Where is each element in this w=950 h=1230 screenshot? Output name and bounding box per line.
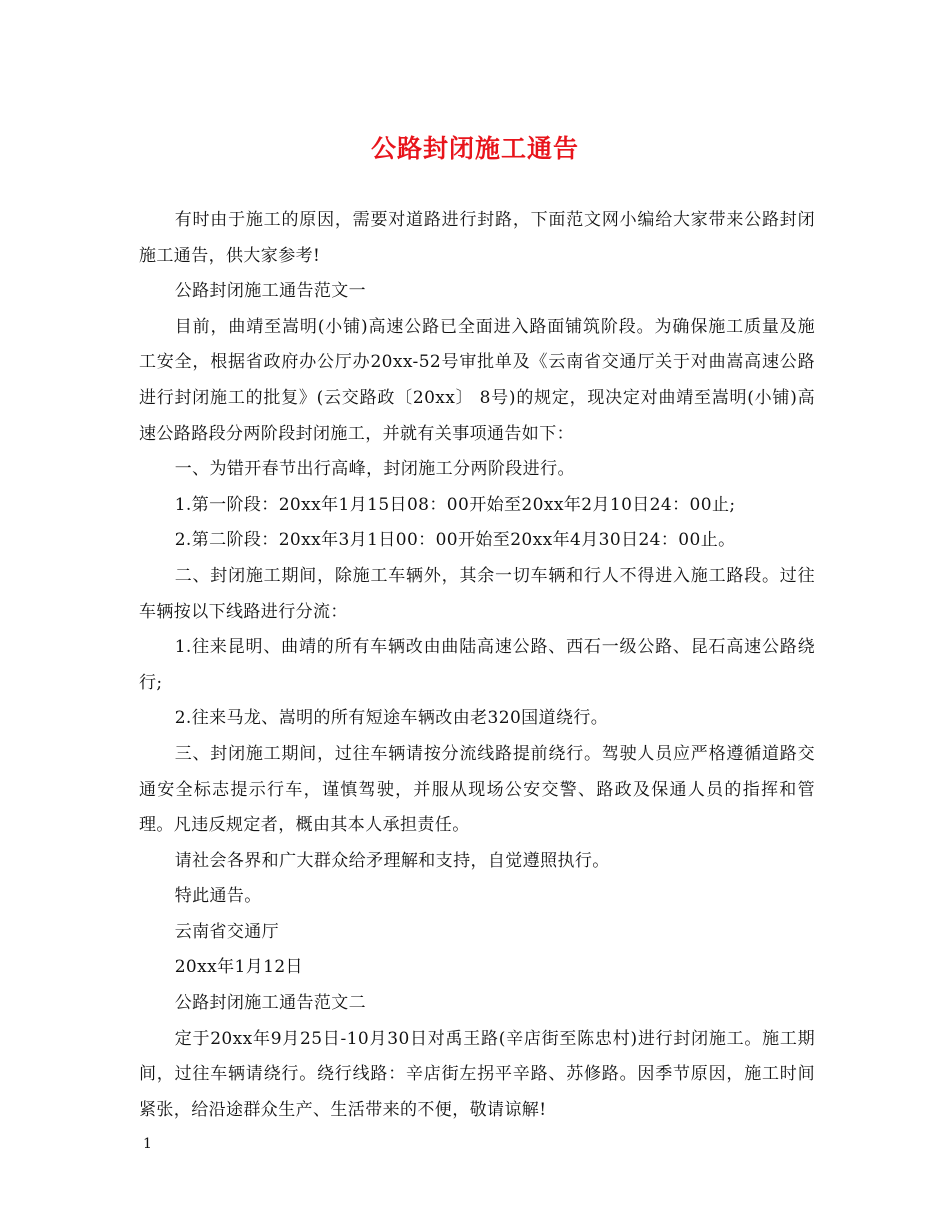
paragraph: 1.第一阶段：20xx年1月15日08：00开始至20xx年2月10日24：00止; xyxy=(174,494,736,515)
document-title: 公路封闭施工通告 xyxy=(370,134,579,163)
paragraph: 二、封闭施工期间，除施工车辆外，其余一切车辆和行人不得进入施工路段。过往车辆按以下线路进行分流： xyxy=(139,565,815,622)
paragraph: 云南省交通厅 xyxy=(174,921,280,942)
paragraph: 请社会各界和广大群众给矛理解和支持，自觉遵照执行。 xyxy=(174,850,610,871)
paragraph: 公路封闭施工通告范文一 xyxy=(174,281,367,302)
paragraph: 20xx年1月12日 xyxy=(174,957,303,978)
paragraph: 1.往来昆明、曲靖的所有车辆改由曲陆高速公路、西石一级公路、昆石高速公路绕行; xyxy=(139,637,815,693)
paragraph: 有时由于施工的原因，需要对道路进行封路，下面范文网小编给大家带来公路封闭施工通告，供大家参考! xyxy=(139,210,815,266)
paragraph: 特此通告。 xyxy=(174,886,262,907)
paragraph: 定于20xx年9月25日-10月30日对禹王路(辛店街至陈忠村)进行封闭施工。施工期间，过往车辆请绕行。绕行线路：辛店街左拐平辛路、苏修路。因季节原因，施工时间紧张，给沿途群众生产、生活带来的不便，敬请谅解! xyxy=(139,1028,815,1120)
paragraph: 公路封闭施工通告范文二 xyxy=(174,993,367,1014)
paragraph: 三、封闭施工期间，过往车辆请按分流线路提前绕行。驾驶人员应严格遵循道路交通安全标志提示行车，谨慎驾驶，并服从现场公安交警、路政及保通人员的指挥和管理。凡违反规定者，概由其本人承担责任。 xyxy=(139,743,815,836)
paragraph: 目前，曲靖至嵩明(小铺)高速公路已全面进入路面铺筑阶段。为确保施工质量及施工安全，根据省政府办公厅办20xx-52号审批单及《云南省交通厅关于对曲嵩高速公路进行封闭施工的批复》(云交路政〔20xx〕 8号)的规定，现决定对曲靖至嵩明(小铺)高速公路路段分两阶段封闭施工，并就有关事项通告如下： xyxy=(139,316,815,444)
paragraph: 一、为错开春节出行高峰，封闭施工分两阶段进行。 xyxy=(174,459,575,480)
paragraph: 2.往来马龙、嵩明的所有短途车辆改由老320国道绕行。 xyxy=(174,708,609,729)
document-body xyxy=(139,203,815,1128)
paragraph: 2.第二阶段：20xx年3月1日00：00开始至20xx年4月30日24：00止。 xyxy=(174,530,736,551)
page-number: 1 xyxy=(143,1136,152,1152)
